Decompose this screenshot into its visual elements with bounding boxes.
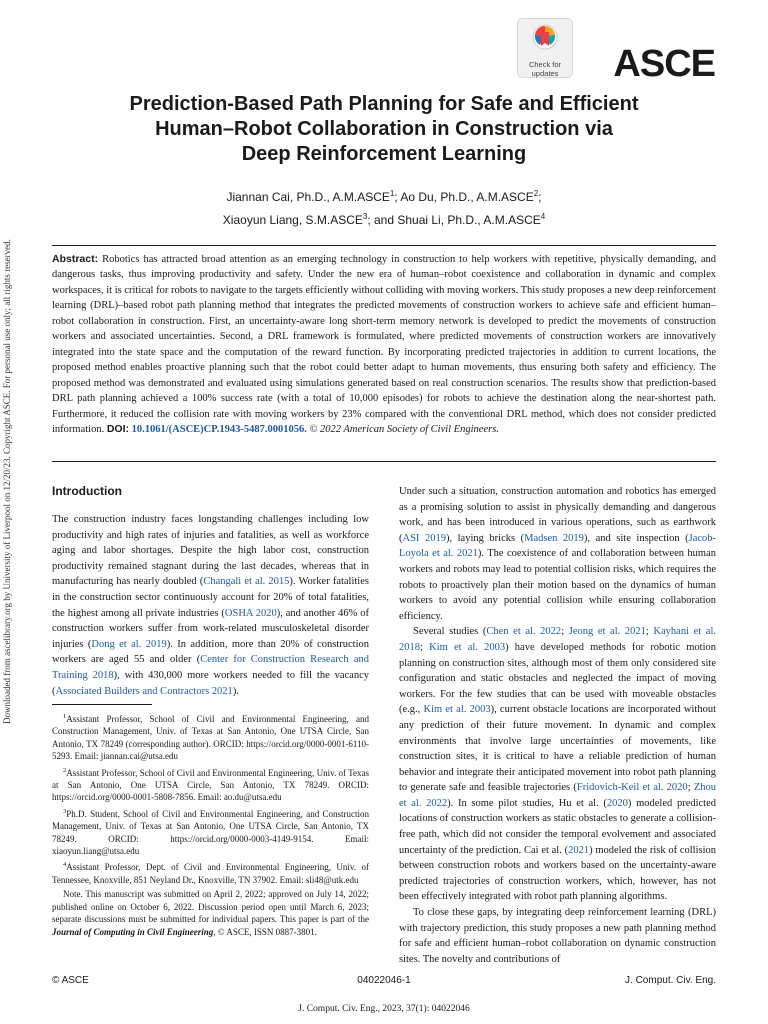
citation-link[interactable]: 2020 bbox=[606, 797, 628, 809]
footnote-text: Assistant Professor, School of Civil and Environmental Engineering, Univ. of Texas at San Antonio, One UTSA Circle, San Antonio, TX 78249. ORCID: https://orcid.org/0000-0001-5808-7856. Email: ao.du@utsa.edu bbox=[52, 767, 369, 803]
citation-link[interactable]: Jeong et al. 2021 bbox=[568, 626, 646, 638]
text-run: ). The coexistence of and collaboration between human workers and robots may lead to potential collision risks, which requires the robots to proactively plan their motion based on the dynamics of human workers to avoid any potential collision while ensuring collaboration efficiency. bbox=[399, 548, 716, 622]
note-text: , © ASCE, ISSN 0887-3801. bbox=[213, 926, 317, 937]
author-list bbox=[100, 184, 668, 230]
page-citation: J. Comput. Civ. Eng., 2023, 37(1): 04022046 bbox=[298, 1004, 470, 1014]
citation-link[interactable]: Center for Construction Research and Training 2018 bbox=[52, 654, 369, 681]
asce-logo-text: ASCE bbox=[613, 43, 715, 80]
title-line-1: Prediction-Based Path Planning for Safe and Efficient bbox=[129, 93, 639, 115]
text-run: ; bbox=[420, 641, 430, 653]
footnote-rule bbox=[52, 704, 152, 705]
text-run: Several studies ( bbox=[413, 626, 487, 638]
download-watermark: Downloaded from ascelibrary.org by University of Liverpool on 12/20/23. Copyright ASCE. For personal use only; all rights reserved. bbox=[2, 239, 12, 724]
text-run: ) have developed methods for robotic motion planning on construction sites, although most of them only considered site configuration and static obstacles and neglected the impact of moving workers. For the few studies that can be used with moveable obstacles (e.g., bbox=[399, 641, 716, 716]
text-run: The construction industry faces longstanding challenges including low productivity and high rates of injuries and fatalities, as well as workforce aging and labor shortages. Despite the high labor cost, construction productivity remained stagnant during the last decades, whereas that in manufacturing has nearly doubled ( bbox=[52, 514, 369, 588]
author-2-affil: 2 bbox=[533, 189, 539, 198]
footnote-text: Ph.D. Student, School of Civil and Environmental Engineering, and Construction Management, Univ. of Texas at San Antonio, One UTSA Circle, San Antonio, TX 78249. ORCID: https://orcid.org/0000-0003-4149-9154. Email: xiaoyun.liang@utsa.edu bbox=[52, 808, 369, 857]
footnote-marker: 4 bbox=[63, 861, 67, 869]
author-3-affil: 3 bbox=[362, 212, 368, 221]
asce-logo bbox=[611, 42, 716, 80]
manuscript-note bbox=[52, 888, 369, 938]
author-line-1 bbox=[100, 184, 668, 207]
citation-link[interactable]: Madsen 2019 bbox=[524, 532, 584, 544]
footnote-text: Assistant Professor, Dept. of Civil and Environmental Engineering, Univ. of Tennessee, Knoxville, 851 Neyland Dr., Knoxville, TN 37902. Email: sli48@utk.edu bbox=[52, 862, 369, 885]
citation-link[interactable]: ASI 2019 bbox=[402, 532, 446, 544]
right-paragraph-3: To close these gaps, by integrating deep reinforcement learning (DRL) with trajectory prediction, this study proposes a new path planning method for safe and efficient human–robot collaboration on dynamic construction sites. The novelty and contributions of bbox=[399, 907, 716, 965]
text-run: ), and another 46% of construction workers suffer from work-related musculoskeletal disorder injuries ( bbox=[52, 607, 369, 650]
text-run: ), current obstacle locations are incorporated without any prediction of their future movement. In dynamic and complex environments that involve large uncertainties of movements, like construction sites, it is critical to have a reliable prediction of human behavior and integrate their anticipated movement into robot path planning to generate safe and feasible trajectories ( bbox=[399, 704, 716, 794]
right-paragraph-1 bbox=[399, 484, 716, 624]
abstract-label: Abstract: bbox=[52, 253, 99, 265]
footnote-marker: 2 bbox=[63, 766, 67, 774]
text-run: ; bbox=[561, 626, 569, 638]
intro-paragraph-1 bbox=[52, 512, 369, 699]
left-column bbox=[52, 483, 369, 699]
note-text: Note. This manuscript was submitted on April 2, 2022; approved on July 14, 2022; published online on October 6, 2022. Discussion period open until March 6, 2023; separate discussions must be submitted for individual papers. This paper is part of the bbox=[52, 889, 369, 925]
citation-link[interactable]: Zhou et al. 2022 bbox=[399, 782, 716, 809]
text-run: ), with 430,000 more workers needed to fill the vacancy ( bbox=[52, 669, 369, 697]
citation-link[interactable]: Changali et al. 2015 bbox=[203, 576, 290, 588]
title-line-3: Deep Reinforcement Learning bbox=[241, 143, 527, 165]
citation-link[interactable]: Kim et al. 2003 bbox=[423, 704, 491, 716]
text-run: ), and site inspection ( bbox=[583, 532, 689, 544]
footnotes bbox=[52, 711, 369, 940]
article-title bbox=[80, 92, 688, 167]
author-separator: ; bbox=[538, 190, 542, 204]
right-paragraph-2 bbox=[399, 624, 716, 905]
text-run: ). Worker fatalities in the construction sector continuously account for 20% of total fatalities, the highest among all private industries ( bbox=[52, 576, 369, 619]
citation-link[interactable]: Chen et al. 2022 bbox=[486, 626, 562, 638]
text-run: ), laying bricks ( bbox=[445, 532, 525, 544]
text-run: Under such a situation, construction automation and robotics has emerged as a promising solution to assist in physically demanding and dangerous work, and has been introduced in various operations, such as earthwork ( bbox=[399, 486, 716, 544]
abstract-bottom-rule bbox=[52, 461, 716, 462]
abstract-text: Robotics has attracted broad attention as an emerging technology in construction to help workers with repetitive, physically demanding, and dangerous tasks, thus improving productivity and safety. Under the new era of human–robot coexistence and collaboration in dynamic and complex workspaces, it is critical for robots to navigate to the targets efficiently without colliding with moving workers. This study proposes a new deep reinforcement learning (DRL)–based robot path planning method that integrates the predicted movements of construction workers to achieve safe and efficient human–robot collaboration in construction. First, an uncertainty-aware long short-term memory network is developed to predict the movements of construction workers and associated uncertainties. Second, a DRL framework is formulated, where predicted movements of construction workers are innovatively integrated into the state space and the computation of the reward function. By incorporating predicted trajectories in addition to current locations, the proposed method enables proactive planning such that the robot could better adapt to human movements, thus ensuring both safety and efficiency. The proposed method was demonstrated and evaluated using simulations generated based on real construction scenarios. The results show that prediction-based DRL path planning achieved a 100% success rate (with a total of 10,000 episodes) for robots to achieve the destination along the near-shortest path. Furthermore, it reduced the collision rate with moving workers by 23% compared with the conventional DRL method, which does not consider predicted information. bbox=[52, 254, 717, 435]
right-column bbox=[399, 484, 716, 967]
check-for-updates-badge[interactable] bbox=[517, 18, 573, 78]
crossmark-icon bbox=[530, 23, 560, 55]
citation-link[interactable]: Dong et al. 2019 bbox=[91, 638, 167, 650]
footnote-1 bbox=[52, 711, 369, 763]
badge-label-line1: Check for bbox=[528, 60, 562, 69]
abstract-top-rule bbox=[52, 245, 716, 246]
footnote-2 bbox=[52, 765, 369, 804]
journal-name: Journal of Computing in Civil Engineering bbox=[52, 926, 214, 937]
doi-label: DOI: bbox=[106, 422, 129, 435]
badge-label-line2: updates bbox=[531, 69, 559, 78]
footnote-text: Assistant Professor, School of Civil and Environmental Engineering, and Construction Management, Univ. of Texas at San Antonio, One UTSA Circle, San Antonio, TX 78249 (corresponding author). ORCID: https://orcid.org/0000-0001-6110-5293. Email: jiannan.cai@utsa.edu bbox=[52, 714, 369, 762]
footnote-3 bbox=[52, 806, 369, 858]
citation-link[interactable]: 2021 bbox=[568, 844, 590, 856]
citation-link[interactable]: OSHA 2020 bbox=[224, 607, 277, 619]
author-1: Jiannan Cai, Ph.D., A.M.ASCE bbox=[226, 190, 390, 204]
author-4-affil: 4 bbox=[540, 212, 546, 221]
text-run: ; bbox=[645, 626, 654, 638]
author-1-affil: 1 bbox=[389, 189, 395, 198]
author-line-2 bbox=[100, 207, 668, 230]
text-run: ). In some pilot studies, Hu et al. ( bbox=[447, 797, 607, 809]
citation-link[interactable]: Kim et al. 2003 bbox=[429, 641, 506, 653]
text-run: ). bbox=[232, 685, 239, 697]
footnote-marker: 3 bbox=[63, 807, 67, 815]
abstract bbox=[52, 252, 716, 437]
abstract-copyright: © 2022 American Society of Civil Engineers. bbox=[309, 423, 499, 435]
author-3: Xiaoyun Liang, S.M.ASCE bbox=[222, 213, 363, 227]
section-heading-introduction: Introduction bbox=[52, 484, 122, 498]
citation-link[interactable]: Associated Builders and Contractors 2021 bbox=[55, 685, 233, 697]
footnote-marker: 1 bbox=[63, 713, 67, 720]
citation-link[interactable]: Jacob-Loyola et al. 2021 bbox=[399, 532, 717, 560]
title-line-2: Human–Robot Collaboration in Construction via bbox=[155, 118, 613, 140]
page-footer bbox=[52, 975, 716, 989]
author-4: ; and Shuai Li, Ph.D., A.M.ASCE bbox=[367, 213, 541, 227]
author-2: ; Ao Du, Ph.D., A.M.ASCE bbox=[394, 190, 534, 204]
article-number: 04022046-1 bbox=[357, 975, 411, 986]
footnote-4 bbox=[52, 859, 369, 886]
text-run: ). In addition, more than 20% of construction workers are aged 55 and older ( bbox=[52, 638, 369, 666]
text-run: ; bbox=[687, 782, 694, 794]
doi-link[interactable]: 10.1061/(ASCE)CP.1943-5487.0001056. bbox=[131, 423, 307, 435]
citation-link[interactable]: Fridovich-Keil et al. 2020 bbox=[576, 782, 688, 794]
footer-journal: J. Comput. Civ. Eng. bbox=[625, 975, 716, 986]
text-run: ) modeled predicted locations of construction workers as static obstacles to generate a collision-free path, which did not consider the temporal evolvement and associated uncertainty of the prediction. Cai et al. ( bbox=[399, 797, 717, 856]
citation-link[interactable]: Kayhani et al. 2018 bbox=[399, 626, 717, 653]
text-run: ) modeled the risk of collision between construction robots and workers based on the uncertainty-aware predicted trajectories of construction workers, which, however, has not been effectively integrated with robot path planning algorithms. bbox=[399, 844, 716, 903]
footer-publisher: © ASCE bbox=[52, 975, 89, 986]
